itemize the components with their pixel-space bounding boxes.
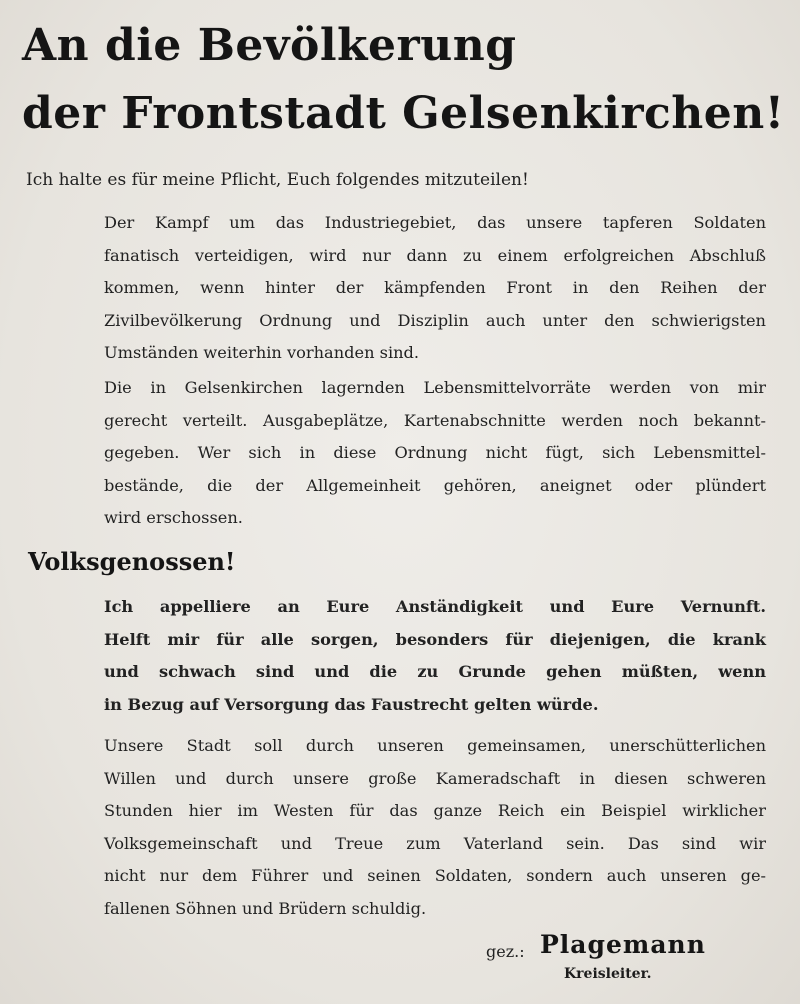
paragraph-line: gegeben. Wer sich in diese Ordnung nicht fügt, sich Lebensmittel- xyxy=(104,443,766,462)
paragraph-line: fallenen Söhnen und Brüdern schuldig. xyxy=(104,898,427,918)
signature-role: Kreisleiter. xyxy=(564,966,652,982)
paragraph-line: Willen und durch unsere große Kameradschaft in diesen schweren xyxy=(104,768,766,788)
paragraph-line: Helft mir für alle sorgen, besonders für diejenigen, die krank xyxy=(104,629,766,649)
paragraph-line: nicht nur dem Führer und seinen Soldaten, sondern auch unseren ge- xyxy=(104,866,766,885)
paragraph-line: gerecht verteilt. Ausgabeplätze, Kartenabschnitte werden noch bekannt- xyxy=(104,410,766,430)
signature-prefix: gez.: xyxy=(486,942,525,961)
paragraph-line: Ich appelliere an Eure Anständigkeit und Eure Vernunft. xyxy=(104,597,766,616)
title-line-1: An die Bevölkerung xyxy=(22,20,517,71)
paragraph-line: Umständen weiterhin vorhanden sind. xyxy=(104,343,420,362)
paragraph-line: kommen, wenn hinter der kämpfenden Front in den Reihen der xyxy=(104,278,766,297)
paragraph-line: Volksgemeinschaft und Treue zum Vaterland sein. Das sind wir xyxy=(104,833,766,853)
paragraph-line: in Bezug auf Versorgung das Faustrecht gelten würde. xyxy=(104,694,599,714)
paragraph-2 xyxy=(104,372,766,535)
paragraph-4 xyxy=(104,730,766,925)
paragraph-line: und schwach sind und die zu Grunde gehen müßten, wenn xyxy=(104,662,766,681)
paragraph-1 xyxy=(104,207,766,370)
signature-name: Plagemann xyxy=(540,930,706,959)
paragraph-line: Unsere Stadt soll durch unseren gemeinsamen, unerschütterlichen xyxy=(104,736,766,755)
paragraph-line: Zivilbevölkerung Ordnung und Disziplin auch unter den schwierigsten xyxy=(104,310,766,330)
paragraph-3 xyxy=(104,591,766,721)
paragraph-line: Der Kampf um das Industriegebiet, das unsere tapferen Soldaten xyxy=(104,213,766,232)
paragraph-line: bestände, die der Allgemeinheit gehören, aneignet oder plündert xyxy=(104,475,766,495)
intro-text: Ich halte es für meine Pflicht, Euch folgendes mitzuteilen! xyxy=(26,170,529,190)
title-line-2: der Frontstadt Gelsenkirchen! xyxy=(22,88,785,139)
paragraph-line: fanatisch verteidigen, wird nur dann zu einem erfolgreichen Abschluß xyxy=(104,245,766,265)
paragraph-line: wird erschossen. xyxy=(104,508,243,527)
section-heading: Volksgenossen! xyxy=(28,547,236,576)
paragraph-line: Die in Gelsenkirchen lagernden Lebensmittelvorräte werden von mir xyxy=(104,378,766,397)
paragraph-line: Stunden hier im Westen für das ganze Reich ein Beispiel wirklicher xyxy=(104,801,766,820)
